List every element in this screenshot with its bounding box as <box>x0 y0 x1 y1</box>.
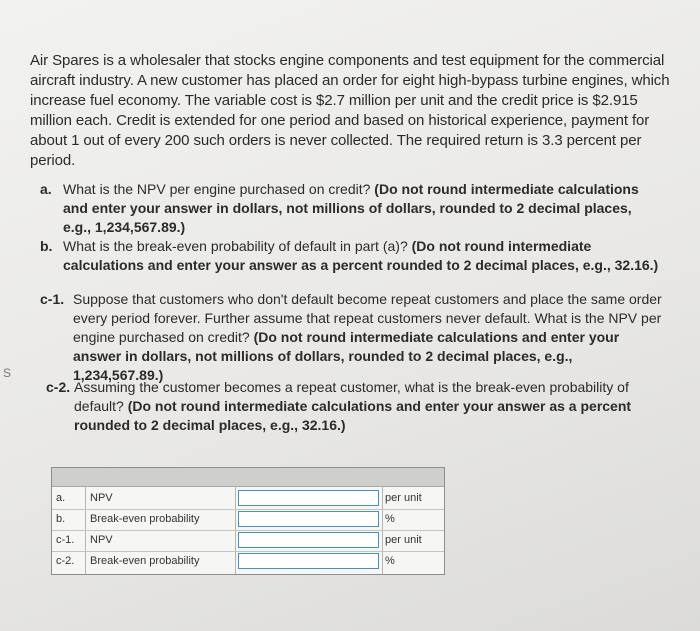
npv-c1-input[interactable] <box>238 532 379 548</box>
answer-row-name: Break-even probability <box>90 555 200 567</box>
question-a-text: What is the NPV per engine purchased on credit? <box>63 181 371 197</box>
answer-unit: % <box>385 513 395 525</box>
question-a-instructions: (Do not round intermediate calculations and enter your answer in dollars, not millions of dollars, rounded to 2 decimal places, e.g., 1,234,567.89.) <box>63 181 639 235</box>
answer-row-label: c-1. <box>56 534 75 546</box>
answer-row-label: c-2. <box>56 555 75 567</box>
question-b-text: What is the break-even probability of default in part (a)? <box>63 238 408 254</box>
npv-a-input[interactable] <box>238 490 379 506</box>
question-c2-text: Assuming the customer becomes a repeat customer, what is the break-even probability of default? <box>74 379 629 414</box>
question-c2-label: c-2. <box>46 379 71 395</box>
question-b-label: b. <box>40 238 53 254</box>
problem-intro: Air Spares is a wholesaler that stocks engine components and test equipment for the commercial aircraft industry. A new customer has placed an order for eight high-bypass turbine engines, which increase fuel economy. The variable cost is $2.7 million per unit and the credit price is $2.915 million each. Credit is extended for one period and based on historical experience, payment for about 1 out of every 200 such orders is never collected. The required return is 3.3 percent per period. <box>30 52 670 169</box>
question-c1-label: c-1. <box>40 291 65 307</box>
answer-row-label: b. <box>56 513 66 525</box>
answer-row-name: NPV <box>90 492 113 504</box>
answer-table-header <box>52 468 444 487</box>
breakeven-b-input[interactable] <box>238 511 379 527</box>
question-c2-instructions: (Do not round intermediate calculations and enter your answer as a percent rounded to 2 decimal places, e.g., 32.16.) <box>74 398 632 433</box>
breakeven-c2-input[interactable] <box>238 553 379 569</box>
answer-row-name: NPV <box>90 534 113 546</box>
answer-row-b <box>52 510 444 529</box>
answer-row-name: Break-even probability <box>90 513 200 525</box>
answer-unit: % <box>385 555 395 567</box>
answer-row-label: a. <box>56 492 66 504</box>
margin-mark: S <box>3 366 12 380</box>
question-a-label: a. <box>40 181 52 197</box>
question-b-instructions: (Do not round intermediate calculations and enter your answer as a percent rounded to 2 decimal places, e.g., 32.16.) <box>63 238 659 273</box>
answer-unit: per unit <box>385 534 422 546</box>
question-c1-text: Suppose that customers who don't default become repeat customers and place the same order every period forever. Further assume that repeat customers never default. What is the NPV per engine purchased on credit? <box>73 291 662 345</box>
answer-row-c1 <box>52 531 444 550</box>
answer-table <box>51 467 445 575</box>
answer-unit: per unit <box>385 492 422 504</box>
question-c1-instructions: (Do not round intermediate calculations and enter your answer in dollars, not millions of dollars, rounded to 2 decimal places, e.g., 1,234,567.89.) <box>73 329 620 383</box>
answer-row-c2 <box>52 552 444 571</box>
answer-row-a <box>52 489 444 508</box>
